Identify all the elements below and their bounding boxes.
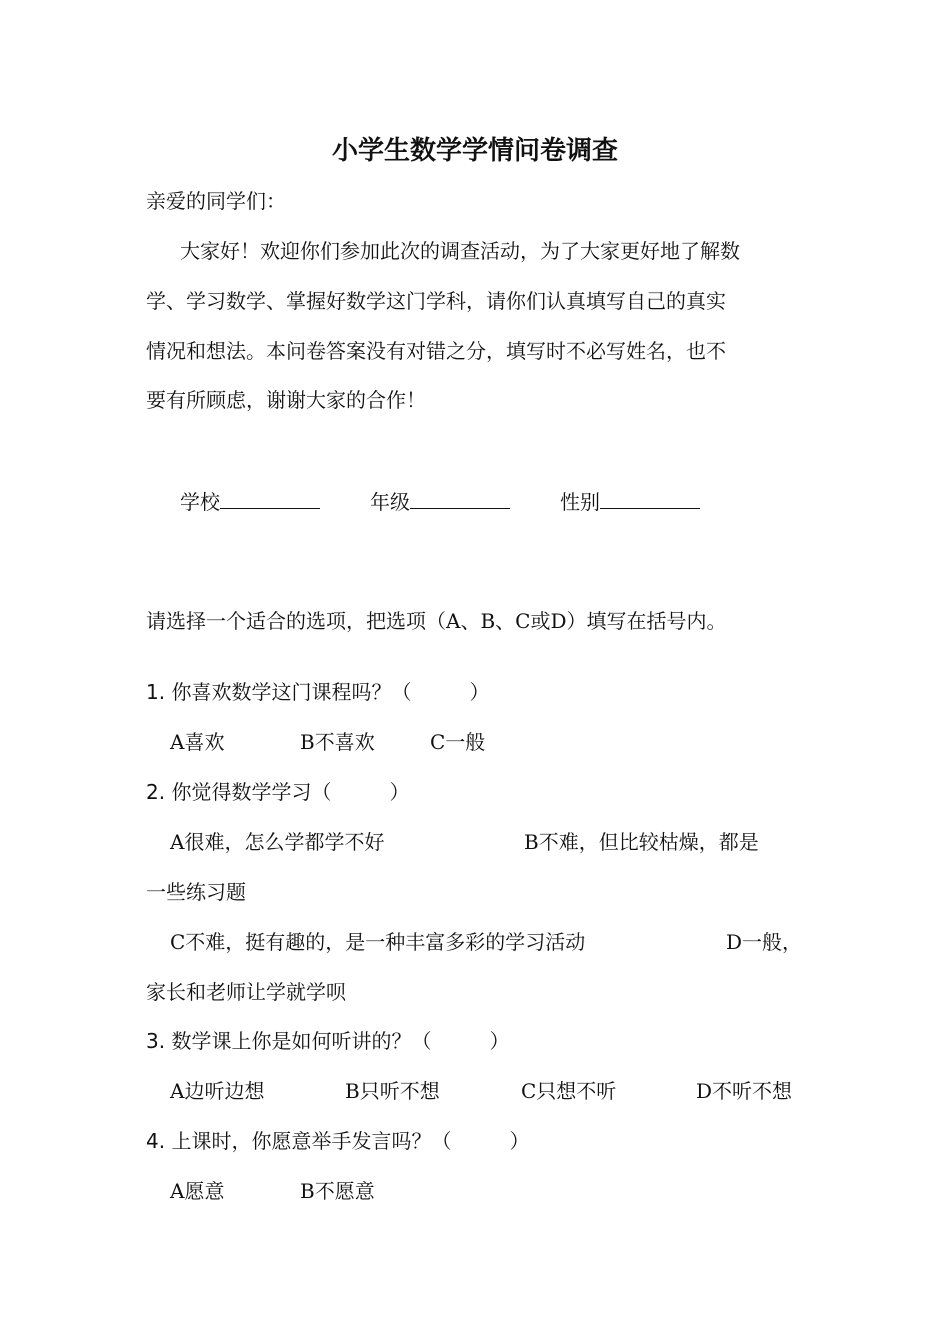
question-4-text: 上课时，你愿意举手发言吗？（: [171, 1129, 452, 1153]
grade-field: [370, 490, 510, 512]
q3-option-d: D不听不想: [696, 1079, 793, 1103]
question-2-text: 你觉得数学学习（: [171, 780, 332, 804]
question-4-number: 4.: [146, 1129, 166, 1153]
question-1-close: ）: [469, 680, 490, 704]
q2-option-d: D一般，: [726, 930, 803, 954]
question-1: [146, 682, 489, 702]
gender-field: [560, 490, 700, 512]
q1-option-c: C一般: [430, 730, 486, 754]
q2-option-b-cont: 一些练习题: [146, 880, 246, 904]
question-3-number: 3.: [146, 1029, 166, 1053]
q2-option-d-cont: 家长和老师让学就学呗: [146, 980, 346, 1004]
page-title: 小学生数学学情问卷调查: [331, 136, 618, 166]
school-label: 学校: [180, 490, 220, 514]
question-3-close: ）: [489, 1029, 510, 1053]
q1-option-a: A喜欢: [170, 730, 225, 754]
intro-line-4: 要有所顾虑，谢谢大家的合作！: [146, 388, 426, 412]
q2-option-a: A很难，怎么学都学不好: [170, 830, 385, 854]
question-2: [146, 782, 409, 802]
intro-line-1: 大家好！欢迎你们参加此次的调查活动，为了大家更好地了解数: [180, 239, 740, 263]
question-2-close: ）: [389, 780, 410, 804]
question-3-text: 数学课上你是如何听讲的？（: [171, 1029, 432, 1053]
q4-option-b: B不愿意: [300, 1179, 375, 1203]
question-4: [146, 1131, 529, 1151]
school-blank[interactable]: [220, 490, 320, 509]
q3-option-c: C只想不听: [521, 1079, 617, 1103]
q3-option-a: A边听边想: [170, 1079, 265, 1103]
gender-blank[interactable]: [600, 490, 700, 509]
intro-line-2: 学、学习数学、掌握好数学这门学科，请你们认真填写自己的真实: [146, 289, 726, 313]
school-field: [180, 490, 320, 512]
q2-option-b: B不难，但比较枯燥，都是: [524, 830, 759, 854]
gender-label: 性别: [560, 490, 600, 514]
intro-line-3: 情况和想法。本问卷答案没有对错之分，填写时不必写姓名，也不: [146, 339, 726, 363]
greeting: 亲爱的同学们：: [146, 189, 286, 213]
grade-blank[interactable]: [410, 490, 510, 509]
question-4-close: ）: [509, 1129, 530, 1153]
instruction: 请选择一个适合的选项，把选项（A、B、C或D）填写在括号内。: [146, 609, 727, 633]
question-2-number: 2.: [146, 780, 166, 804]
q2-option-c: C不难，挺有趣的，是一种丰富多彩的学习活动: [170, 930, 586, 954]
q3-option-b: B只听不想: [345, 1079, 440, 1103]
grade-label: 年级: [370, 490, 410, 514]
question-1-number: 1.: [146, 680, 166, 704]
question-3: [146, 1031, 509, 1051]
q1-option-b: B不喜欢: [300, 730, 375, 754]
question-1-text: 你喜欢数学这门课程吗？（: [171, 680, 412, 704]
q4-option-a: A愿意: [170, 1179, 225, 1203]
